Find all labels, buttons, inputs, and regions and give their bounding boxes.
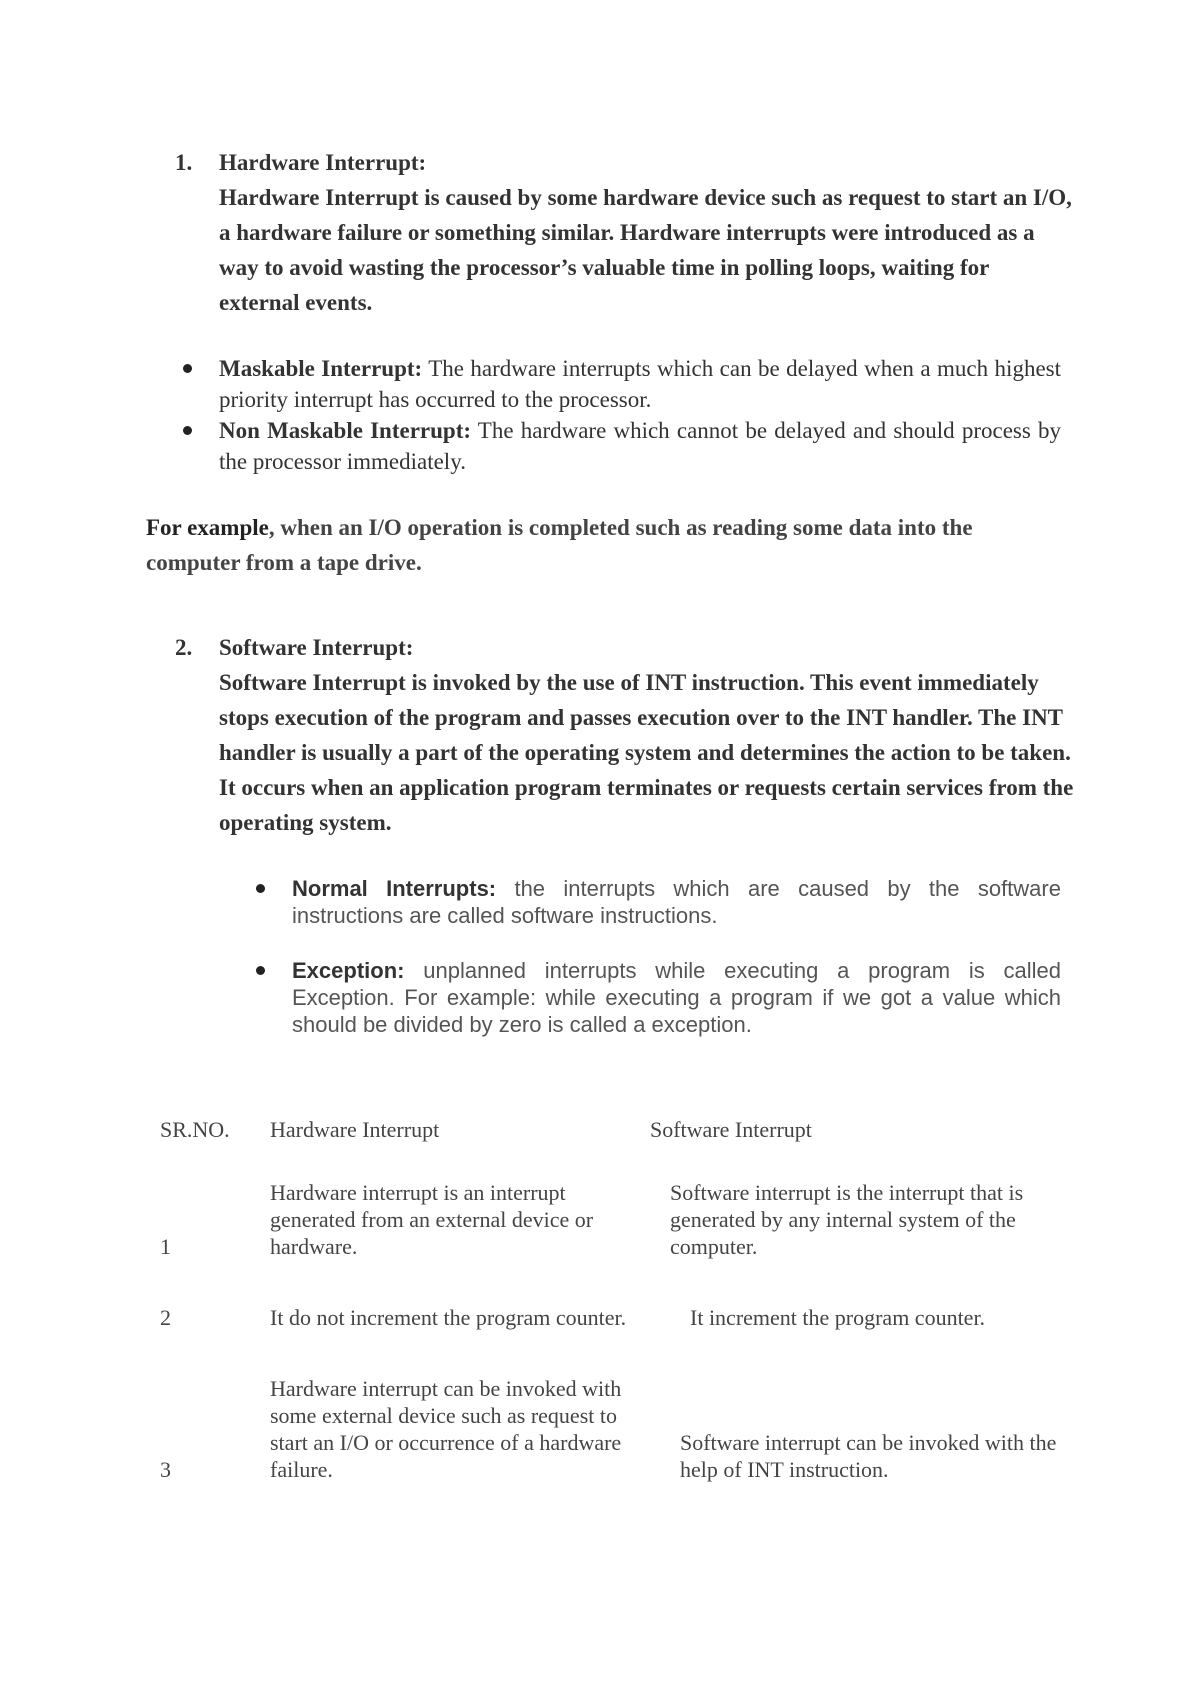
section-software-interrupt: [175, 630, 1075, 840]
hardware-bullet-list: [175, 353, 1061, 477]
bullet-icon: [248, 957, 292, 1038]
example-text: , when an I/O operation is completed such as reading some data into the computer from a tape drive.: [146, 515, 973, 575]
bullet-icon: [248, 875, 292, 929]
table-cell: Hardware interrupt can be invoked with some external device such as request to start an I/O or occurrence of a hardware failure.: [270, 1376, 622, 1482]
bullet-term: Exception:: [292, 958, 405, 983]
list-item: [248, 875, 1061, 929]
section-heading: [175, 630, 1075, 665]
table-row: [160, 1375, 1070, 1483]
table-cell: 3: [160, 1457, 171, 1482]
table-header-row: [160, 1116, 1070, 1143]
section-heading: [175, 145, 1075, 180]
section-title: Hardware Interrupt:: [219, 150, 427, 175]
software-bullet-list: [248, 875, 1061, 1038]
bullet-icon: [175, 353, 219, 415]
bullet-icon: [175, 415, 219, 477]
bullet-text: The hardware which cannot be delayed and should process by the processor immediately.: [219, 418, 1061, 474]
list-item: [175, 415, 1061, 477]
list-item: [248, 957, 1061, 1038]
table-cell: Software interrupt is the interrupt that is generated by any internal system of the computer.: [670, 1180, 1024, 1259]
header-sr-no: SR.NO.: [160, 1117, 230, 1142]
bullet-term: Maskable Interrupt:: [219, 356, 423, 381]
bullet-term: Normal Interrupts:: [292, 876, 497, 901]
table-cell: Hardware interrupt is an interrupt generated from an external device or hardware.: [270, 1180, 594, 1259]
table-cell: 2: [160, 1305, 171, 1330]
example-paragraph: [146, 510, 1046, 580]
table-row: [160, 1179, 1070, 1260]
table-cell: It do not increment the program counter.: [270, 1305, 627, 1330]
section-hardware-interrupt: [175, 145, 1075, 320]
header-software: Software Interrupt: [650, 1117, 812, 1142]
table-cell: Software interrupt can be invoked with the help of INT instruction.: [680, 1430, 1057, 1482]
bullet-text: unplanned interrupts while executing a program is called Exception. For example: while executing a program if we got a value which should be divided by zero is called a exception.: [292, 958, 1061, 1037]
bullet-text: The hardware interrupts which can be delayed when a much highest priority interrupt has occurred to the processor.: [219, 356, 1061, 412]
table-row: [160, 1304, 1070, 1331]
list-item: [175, 353, 1061, 415]
header-hardware: Hardware Interrupt: [270, 1117, 440, 1142]
section-title: Software Interrupt:: [219, 635, 414, 660]
bullet-text: the interrupts which are caused by the software instructions are called software instructions.: [292, 876, 1061, 928]
comparison-table: [160, 1116, 1070, 1483]
section-paragraph: Hardware Interrupt is caused by some hardware device such as request to start an I/O, a hardware failure or something similar. Hardware interrupts were introduced as a way to avoid wasting the processor’s valuable time in polling loops, waiting for external events.: [219, 185, 1072, 315]
section-number: 2.: [175, 635, 193, 660]
table-cell: 1: [160, 1234, 171, 1259]
section-number: 1.: [175, 150, 193, 175]
example-lead: For example: [146, 515, 269, 540]
section-paragraph: Software Interrupt is invoked by the use of INT instruction. This event immediately stops execution of the program and passes execution over to the INT handler. The INT handler is usually a part of the operating system and determines the action to be taken. It occurs when an application program terminates or requests certain services from the operating system.: [219, 670, 1074, 835]
bullet-term: Non Maskable Interrupt:: [219, 418, 472, 443]
table-cell: It increment the program counter.: [690, 1305, 986, 1330]
